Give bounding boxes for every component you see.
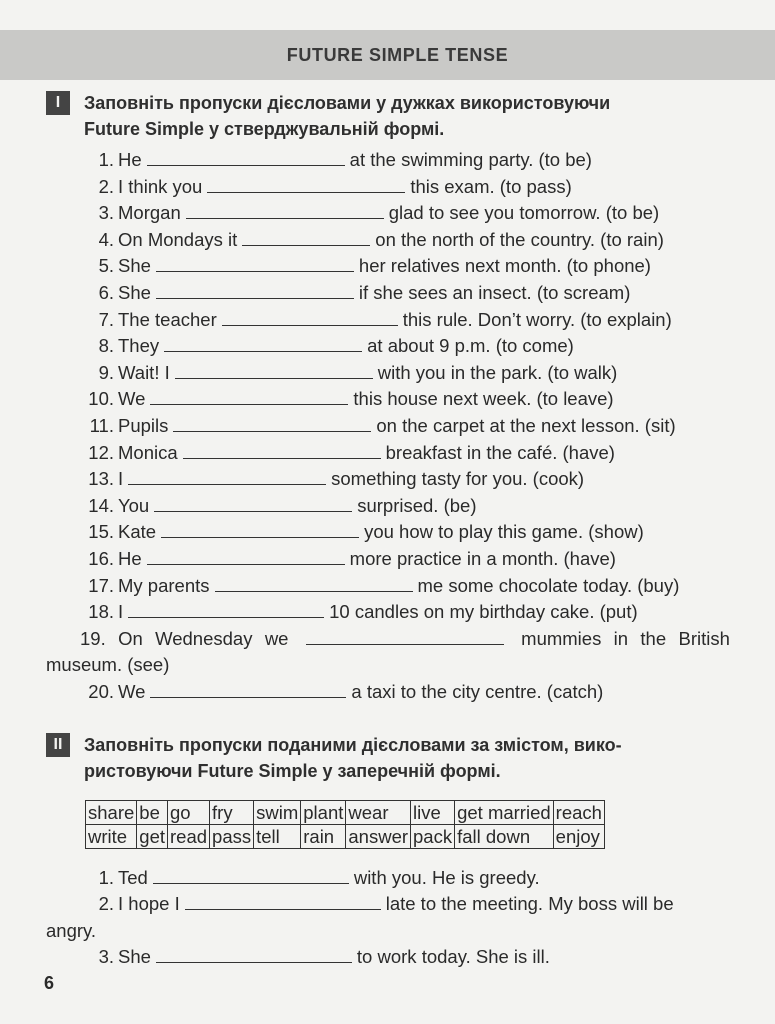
exercise-item-7: 7. The teacher this rule. Don’t worry. (to explain) <box>98 308 672 330</box>
exercise-item-15: 15. Kate you how to play this game. (show) <box>88 521 644 543</box>
answer-blank[interactable] <box>242 227 370 246</box>
verb-cell: be <box>137 801 168 825</box>
section-1-title: I Заповніть пропуски дієсловами у дужках використовуючи Future Simple у стверджувальній формі. <box>46 90 736 142</box>
verb-cell: write <box>86 825 137 849</box>
page-number: 6 <box>44 973 55 993</box>
verb-cell: fall down <box>455 825 554 849</box>
exercise-item-11: 11. Pupils on the carpet at the next lesson. (sit) <box>89 415 676 436</box>
exercise-item-14: 14. You surprised. (be) <box>88 494 477 516</box>
answer-blank[interactable] <box>147 147 345 166</box>
section-2-title: II Заповніть пропуски поданими дієсловами за змістом, вико- ристовуючи Future Simple у заперечній формі. <box>46 732 736 784</box>
verb-cell: get <box>137 825 168 849</box>
exercise-item-2: 2. I think you this exam. (to pass) <box>98 175 572 197</box>
answer-blank[interactable] <box>154 493 352 512</box>
answer-blank[interactable] <box>173 413 371 432</box>
verb-cell: rain <box>301 825 346 849</box>
answer-blank[interactable] <box>306 626 504 645</box>
exercise-item-4: 4. On Mondays it on the north of the country. (to rain) <box>98 228 664 250</box>
answer-blank[interactable] <box>183 440 381 459</box>
exercise-item-3: 3. Morgan glad to see you tomorrow. (to be) <box>98 202 660 224</box>
verb-cell: reach <box>553 801 604 825</box>
exercise-2-item-3: 3. She to work today. She is ill. <box>98 946 550 967</box>
verb-cell: plant <box>301 801 346 825</box>
exercise-item-19-continuation: museum. (see) <box>46 654 170 675</box>
exercise-item-1: 1. He at the swimming party. (to be) <box>98 149 592 170</box>
verb-table-row <box>86 825 605 849</box>
verb-cell: answer <box>346 825 411 849</box>
answer-blank[interactable] <box>153 865 349 884</box>
answer-blank[interactable] <box>147 546 345 565</box>
exercise-item-13: 13. I something tasty for you. (cook) <box>88 468 585 490</box>
verb-cell: read <box>168 825 210 849</box>
answer-blank[interactable] <box>156 253 354 272</box>
page-header <box>0 30 775 80</box>
answer-blank[interactable] <box>156 280 354 299</box>
answer-blank[interactable] <box>150 386 348 405</box>
answer-blank[interactable] <box>161 519 359 538</box>
exercise-item-10: 10. We this house next week. (to leave) <box>88 388 614 410</box>
answer-blank[interactable] <box>175 360 373 379</box>
exercise-2-item-2: 2. I hope I late to the meeting. My boss will be <box>98 893 674 914</box>
answer-blank[interactable] <box>215 573 413 592</box>
section-1-badge: I <box>46 91 70 115</box>
answer-blank[interactable] <box>128 599 324 618</box>
answer-blank[interactable] <box>186 200 384 219</box>
verb-table-row <box>86 801 605 825</box>
verb-cell: swim <box>254 801 301 825</box>
verb-cell: pack <box>411 825 455 849</box>
answer-blank[interactable] <box>156 944 352 963</box>
verb-cell: fry <box>210 801 254 825</box>
verb-cell: tell <box>254 825 301 849</box>
exercise-item-6: 6. She if she sees an insect. (to scream) <box>98 282 631 303</box>
answer-blank[interactable] <box>207 174 405 193</box>
verb-cell: enjoy <box>553 825 604 849</box>
exercise-item-20: 20. We a taxi to the city centre. (catch) <box>88 681 604 702</box>
verb-cell: live <box>411 801 455 825</box>
exercise-item-12: 12. Monica breakfast in the café. (have) <box>88 441 615 463</box>
exercise-item-9: 9. Wait! I with you in the park. (to walk) <box>98 361 618 383</box>
verb-cell: wear <box>346 801 411 825</box>
section-2-badge: II <box>46 733 70 757</box>
verb-cell: go <box>168 801 210 825</box>
exercise-item-16: 16. He more practice in a month. (have) <box>88 548 616 569</box>
exercise-item-5: 5. She her relatives next month. (to phone) <box>98 255 651 277</box>
answer-blank[interactable] <box>150 679 346 698</box>
answer-blank[interactable] <box>164 333 362 352</box>
exercise-item-18: 18. I 10 candles on my birthday cake. (put) <box>88 601 638 623</box>
answer-blank[interactable] <box>128 466 326 485</box>
exercise-2-item-2-continuation: angry. <box>46 920 97 941</box>
verb-cell: pass <box>210 825 254 849</box>
exercise-2-item-1: 1. Ted with you. He is greedy. <box>98 867 540 888</box>
answer-blank[interactable] <box>185 891 381 910</box>
exercise-item-19: 19. On Wednesday we mummies in the British <box>80 628 730 649</box>
answer-blank[interactable] <box>222 307 398 326</box>
exercise-item-17: 17. My parents me some chocolate today. (buy) <box>88 574 680 596</box>
verb-cell: share <box>86 801 137 825</box>
verb-table <box>85 800 605 849</box>
exercise-item-8: 8. They at about 9 p.m. (to come) <box>98 335 574 357</box>
page-title: FUTURE SIMPLE TENSE <box>286 44 509 65</box>
verb-cell: get married <box>455 801 554 825</box>
